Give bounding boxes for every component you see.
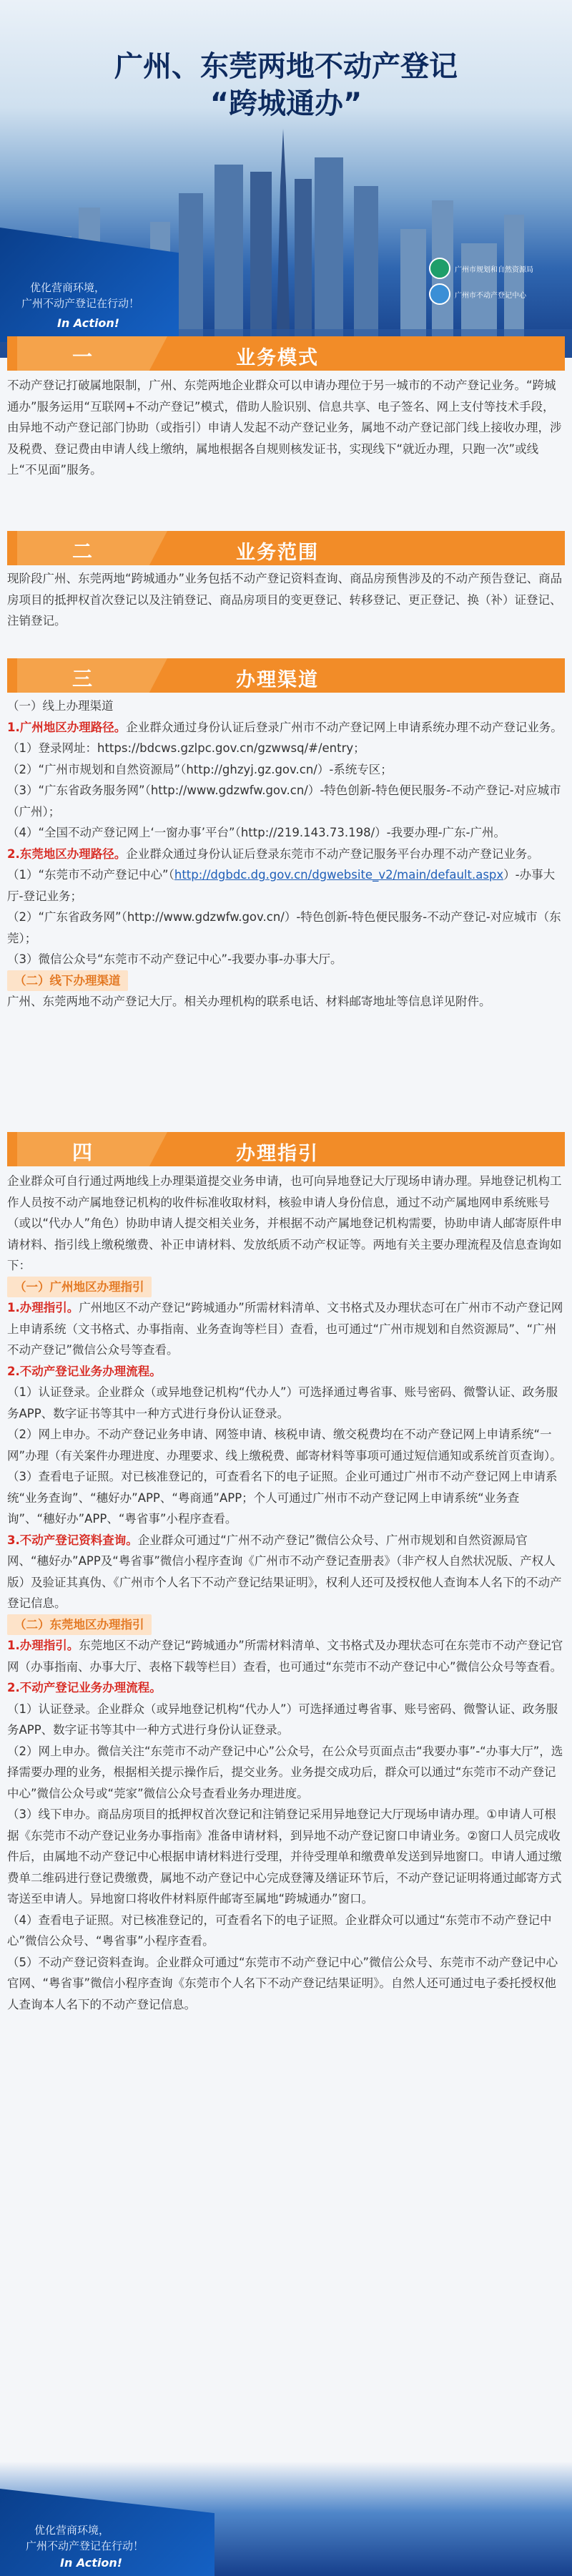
dongguan-guide-1: 1.办理指引。东莞地区不动产登记“跨城通办”所需材料清单、文书格式及办理状态可在东莞市不动产登记官网（办事指南、办事大厅、表格下载等栏目）查看，也可通过“东莞市不动产登记中心”微信公众号等查看。	[7, 1639, 563, 1674]
section-business-scope-body	[7, 568, 565, 632]
dongguan-guide-heading: （二）东莞地区办理指引	[7, 1614, 152, 1636]
business-scope-text: 现阶段广州、东莞两地“跨城通办”业务包括不动产登记资料查询、商品房预售涉及的不动产预告登记、商品房项目的抵押权首次登记以及注销登记、商品房项目的变更登记、转移登记、更正登记、换（补）证登记、注销登记。	[7, 572, 563, 628]
section-business-model-body	[7, 375, 565, 481]
section-business-scope-header: 二 业务范围	[7, 531, 565, 565]
guangzhou-path-item-4: （4）“全国不动产登记网上‘一窗办事’平台”（http://219.143.73.198/）-我要办理-广东-广州。	[7, 826, 506, 839]
section-channels-body	[7, 696, 565, 1013]
guangzhou-process-2: （2）网上申办。不动产登记业务申请、网签申请、核税申请、缴交税费均在不动产登记网上申请系统“一网”办理（有关案件办理进度、办理要求、线上缴税费、邮寄材料等事项可通过短信通知或系统首页查询）。	[7, 1428, 562, 1463]
in-action-text: In Action!	[57, 316, 120, 330]
dongguan-process-2: （2）网上申办。微信关注“东莞市不动产登记中心”公众号，在公众号页面点击“我要办事”-“办事大厅”，选择需要办理的业务，根据相关提示操作后，提交业务。业务提交成功后，群众可以通过“东莞市不动产登记中心”微信公众号或“莞家”微信公众号查看业务办理进度。	[7, 1744, 563, 1800]
slogan-line1: 优化营商环境，	[30, 281, 106, 294]
dongguan-path: 2.东莞地区办理路径。企业群众通过身份认证后登录东莞市不动产登记服务平台办理不动产登记业务。	[7, 847, 539, 861]
guangzhou-process-1: （1）认证登录。企业群众（或异地登记机构“代办人”）可选择通过粤省事、账号密码、微警认证、政务服务APP、数字证书等其中一种方式进行身份认证登录。	[7, 1385, 558, 1420]
footer-in-action-text: In Action!	[60, 2556, 123, 2570]
offline-channel-text: 广州、东莞两地不动产登记大厅。相关办理机构的联系电话、材料邮寄地址等信息详见附件。	[7, 995, 491, 1008]
page-subtitle: “跨城通办”	[209, 87, 363, 120]
section-channels-header: 三 办理渠道	[7, 658, 565, 693]
slogan-line2: 广州不动产登记在行动！	[21, 297, 140, 310]
hero-banner	[0, 0, 572, 358]
guangzhou-guide-heading: （一）广州地区办理指引	[7, 1277, 152, 1298]
dongguan-process-1: （1）认证登录。企业群众（或异地登记机构“代办人”）可选择通过粤省事、账号密码、微警认证、政务服务APP、数字证书等其中一种方式进行身份认证登录。	[7, 1702, 558, 1737]
dongguan-process-4: （4）查看电子证照。对已核准登记的，可查看名下的电子证照。企业群众可以通过“东莞市不动产登记中心”微信公众号、“粤省事”小程序查看。	[7, 1913, 552, 1948]
center-emblem-icon	[429, 283, 450, 305]
guide-intro: 企业群众可自行通过两地线上办理渠道提交业务申请，也可向异地登记大厅现场申请办理。异地登记机构工作人员按不动产属地登记机构的收件标准收取材料，核验申请人身份信息，通过不动产属地网申系统账号（或以“代办人”角色）协助申请人提交相关业务，并根据不动产属地登记机构需要，协助申请人邮寄原件申请材料、指引线上缴税缴费、补正申请材料、发放纸质不动产权证等。两地有关主要办理流程及信息查询如下：	[7, 1174, 563, 1272]
dongguan-process-3: （3）线下申办。商品房项目的抵押权首次登记和注销登记采用异地登记大厅现场申请办理。①申请人可根据《东莞市不动产登记业务办事指南》准备申请材料，到异地不动产登记窗口申请业务。②窗口人员完成收件后，由属地不动产登记中心根据申请材料进行受理，并待受理单和缴费单发送到异地窗口。申请人通过缴费单二维码进行登记费缴费，属地不动产登记中心完成登簿及缮证环节后，不动产登记证明将通过邮寄方式寄送至申请人。异地窗口将收件材料原件邮寄至属地“跨城通办”窗口。	[7, 1807, 562, 1906]
guangzhou-path-item-1: （1）登录网址：https://bdcws.gzlpc.gov.cn/gzwwsq/#/entry；	[7, 741, 365, 755]
bureau-emblem-icon	[429, 258, 450, 279]
guangzhou-path-item-2: （2）“广州市规划和自然资源局”（http://ghzyj.gz.gov.cn/）-系统专区；	[7, 762, 393, 776]
guangzhou-path: 1.广州地区办理路径。企业群众通过身份认证后登录广州市不动产登记网上申请系统办理不动产登记业务。	[7, 720, 563, 734]
section-guide-body	[7, 1171, 565, 2015]
guangzhou-guide-1: 1.办理指引。广州地区不动产登记“跨城通办”所需材料清单、文书格式及办理状态可在广州市不动产登记网上申请系统（文书格式、办事指南、业务查询等栏目）查看，也可通过“广州市规划和自然资源局”、“广州不动产登记”微信公众号等查看。	[7, 1301, 563, 1357]
business-model-text: 不动产登记打破属地限制，广州、东莞两地企业群众可以申请办理位于另一城市的不动产登记业务。“跨城通办”服务运用“互联网+不动产登记”模式，借助人脸识别、信息共享、电子签名、网上支付等技术手段，由异地不动产登记部门协助（或指引）申请人发起不动产登记业务，属地不动产登记部门线上接收办理，涉及税费、登记费由申请人线上缴纳，属地根据各自规则核发证书，实现线下“就近办理，只跑一次”或线上“不见面”服务。	[7, 379, 562, 477]
dongguan-process-5: （5）不动产登记资料查询。企业群众可通过“东莞市不动产登记中心”微信公众号、东莞市不动产登记中心官网、“粤省事”微信小程序查询《东莞市个人名下不动产登记结果证明》。自然人还可通过电子委托授权他人查询本人名下的不动产登记信息。	[7, 1955, 558, 2011]
guangzhou-path-item-3: （3）“广东省政务服务网”（http://www.gdzwfw.gov.cn/）-特色创新-特色便民服务-不动产登记-对应城市（广州）；	[7, 784, 561, 819]
section-guide-header: 四 办理指引	[7, 1132, 565, 1166]
footer-slogan-line1: 优化营商环境，	[34, 2524, 110, 2537]
planning-bureau-logo: 广州市规划和自然资源局	[429, 258, 533, 279]
guangzhou-process-heading: 2.不动产登记业务办理流程。	[7, 1364, 162, 1378]
footer-slogan-line2: 广州不动产登记在行动！	[26, 2540, 144, 2552]
footer-banner	[0, 2462, 572, 2576]
offline-channel-heading: （二）线下办理渠道	[7, 970, 128, 992]
registration-center-logo: 广州市不动产登记中心	[429, 283, 526, 305]
dongguan-path-item-1: （1）“东莞市不动产登记中心”（http://dgbdc.dg.gov.cn/dgwebsite_v2/main/default.aspx）-办事大厅-登记业务；	[7, 868, 556, 903]
guangzhou-process-3: （3）查看电子证照。对已核准登记的，可查看名下的电子证照。企业可通过广州市不动产登记网上申请系统“业务查询”、“穗好办”APP、“粤商通”APP；个人可通过广州市不动产登记网上申请系统“业务查询”、“穗好办”APP、“粤省事”小程序查看。	[7, 1470, 558, 1526]
dongguan-process-heading: 2.不动产登记业务办理流程。	[7, 1681, 162, 1694]
section-business-model-header: 一 业务模式	[7, 336, 565, 371]
dongguan-center-link[interactable]: http://dgbdc.dg.gov.cn/dgwebsite_v2/main/default.aspx	[174, 868, 504, 882]
dongguan-path-item-2: （2）“广东省政务网”（http://www.gdzwfw.gov.cn/）-特色创新-特色便民服务-不动产登记-对应城市（东莞）；	[7, 910, 561, 945]
guangzhou-query: 3.不动产登记资料查询。企业群众可通过“广州不动产登记”微信公众号、广州市规划和自然资源局官网、“穗好办”APP及“粤省事”微信小程序查询《广州市不动产登记查册表》（非产权人自然状况版、产权人版）及验证其真伪、《广州市个人名下不动产登记结果证明》，权利人还可及授权他人查询本人名下的不动产登记信息。	[7, 1533, 562, 1610]
dongguan-path-item-3: （3）微信公众号“东莞市不动产登记中心”-我要办事-办事大厅。	[7, 952, 342, 966]
page-title: 广州、东莞两地不动产登记	[114, 50, 458, 83]
online-channel-heading: （一）线上办理渠道	[7, 699, 114, 713]
